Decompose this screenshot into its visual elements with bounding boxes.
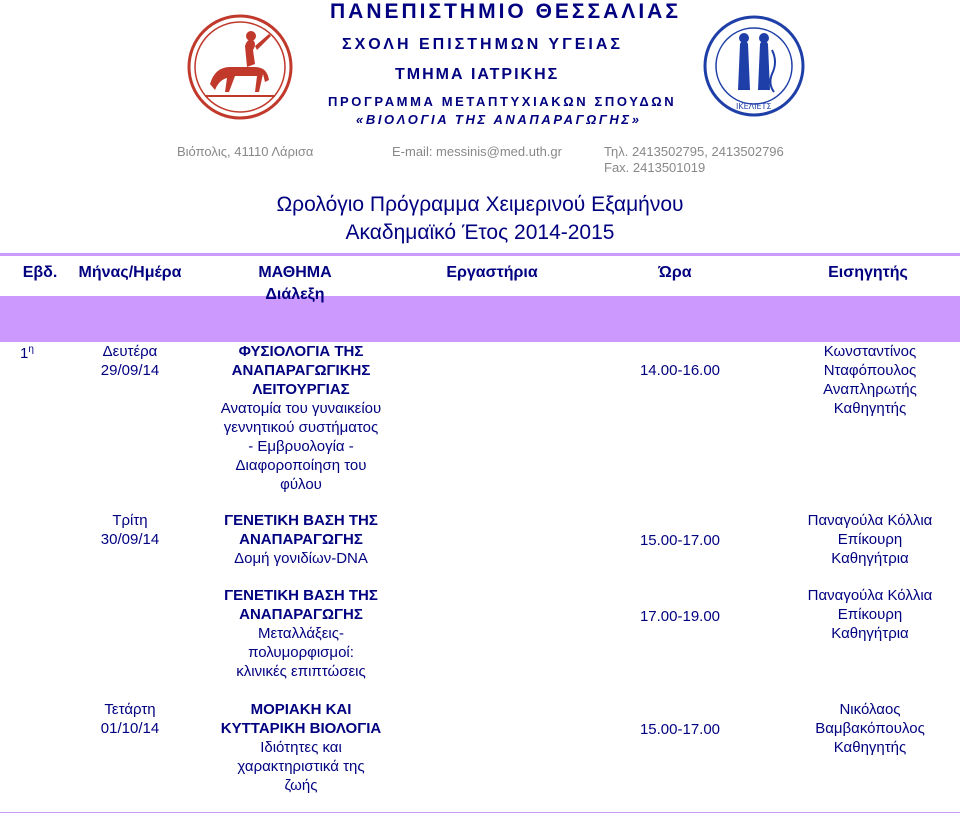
row4-subject-desc-3: ζωής [284,777,318,794]
row4-subject-title-1: ΜΟΡΙΑΚΗ ΚΑΙ [250,701,352,718]
row4-date [60,700,200,738]
program-name: «ΒΙΟΛΟΓΙΑ ΤΗΣ ΑΝΑΠΑΡΑΓΩΓΗΣ» [356,112,642,127]
row4-date-value: 01/10/14 [100,720,160,737]
row2-date-value: 30/09/14 [100,531,160,548]
col-date-header: Μήνας/Ημέρα [78,264,182,281]
row4-day: Τετάρτη [104,701,156,718]
row4-subject-desc-2: χαρακτηριστικά της [237,758,365,775]
col-subject-header [220,262,370,306]
row1-subject-desc-3: - Εμβρυολογία - [248,438,354,455]
university-name: ΠΑΝΕΠΙΣΤΗΜΙΟ ΘΕΣΣΑΛΙΑΣ [330,0,681,23]
row3-subject [195,586,407,681]
row4-subject-desc-1: Ιδιότητες και [260,739,342,756]
row2-subject-desc-1: Δομή γονιδίων-DNA [234,550,368,567]
row3-subject-title-2: ΑΝΑΠΑΡΑΓΩΓΗΣ [239,606,363,623]
row1-lecturer-1: Κωνσταντίνος [823,343,917,360]
header-band-top [0,253,960,256]
row1-week [20,340,60,363]
row2-subject [195,511,407,568]
email-link[interactable]: E-mail: messinis@med.uth.gr [392,144,562,159]
row1-subject-title-2: ΑΝΑΠΑΡΑΓΩΓΙΚΗΣ [231,362,371,379]
row2-subject-title-2: ΑΝΑΠΑΡΑΓΩΓΗΣ [239,531,363,548]
row1-subject-title-1: ΦΥΣΙΟΛΟΓΙΑ ΤΗΣ [238,343,364,360]
row3-subject-desc-3: κλινικές επιπτώσεις [236,663,366,680]
schedule-title: Ωρολόγιο Πρόγραμμα Χειμερινού Εξαμήνου [276,193,684,216]
row2-lecturer-2: Επίκουρη [837,531,903,548]
row1-date-value: 29/09/14 [100,362,160,379]
seal-lettering: ΙΚΕΛΙΕΤΣ [736,102,772,111]
row1-time: 14.00-16.00 [639,362,721,379]
row1-subject-desc-5: φύλου [280,476,322,493]
row1-subject-desc-2: γεννητικού συστήματος [223,419,379,436]
department-name: ΤΜΗΜΑ ΙΑΤΡΙΚΗΣ [395,66,560,83]
school-name: ΣΧΟΛΗ ΕΠΙΣΤΗΜΩΝ ΥΓΕΙΑΣ [342,36,623,53]
row4-lecturer [790,700,950,757]
row3-lecturer-3: Καθηγήτρια [831,625,909,642]
col-lecturer-header: Εισηγητής [828,264,908,281]
row3-time: 17.00-19.00 [639,608,721,625]
row4-time: 15.00-17.00 [639,721,721,738]
row3-lecturer-2: Επίκουρη [837,606,903,623]
row4-lecturer-2: Βαμβακόπουλος [815,720,925,737]
university-seal-logo [185,12,295,122]
row4-subject [195,700,407,795]
row1-day: Δευτέρα [102,343,158,360]
col-week-header: Εβδ. [22,264,58,281]
row1-week-number: 1 [20,345,29,362]
row2-lecturer [790,511,950,568]
row1-lecturer-2: Νταφόπουλος [823,362,917,379]
header-band [0,296,960,342]
row4-lecturer-3: Καθηγητής [833,739,907,756]
medical-school-seal-logo [702,14,806,118]
col-subject-label: ΜΑΘΗΜΑ [258,264,332,281]
program-label: ΠΡΟΓΡΑΜΜΑ ΜΕΤΑΠΤΥΧΙΑΚΩΝ ΣΠΟΥΔΩΝ [328,94,677,109]
row3-subject-title-1: ΓΕΝΕΤΙΚΗ ΒΑΣΗ ΤΗΣ [224,587,378,604]
row3-subject-desc-1: Μεταλλάξεις- [258,625,344,642]
address: Βιόπολις, 41110 Λάρισα [177,144,314,159]
row2-lecturer-1: Παναγούλα Κόλλια [807,512,933,529]
row1-week-sup: η [28,344,34,355]
row1-subject [195,342,407,494]
row3-subject-desc-2: πολυμορφισμοί: [248,644,354,661]
row1-subject-desc-1: Ανατομία του γυναικείου [220,400,382,417]
row1-lecturer [790,342,950,418]
row1-lecturer-3: Αναπληρωτής [823,381,917,398]
phone: Τηλ. 2413502795, 2413502796 [604,144,784,159]
row1-date [60,342,200,380]
row2-date [60,511,200,549]
row2-time: 15.00-17.00 [639,532,721,549]
fax: Fax. 2413501019 [604,160,706,175]
col-labs-header: Εργαστήρια [446,264,538,281]
row4-lecturer-1: Νικόλαος [839,701,901,718]
table-bottom-line [0,812,960,813]
col-time-header: Ώρα [658,264,692,281]
row2-lecturer-3: Καθηγήτρια [831,550,909,567]
col-subject-sublabel: Διάλεξη [265,286,325,303]
row2-subject-title-1: ΓΕΝΕΤΙΚΗ ΒΑΣΗ ΤΗΣ [224,512,378,529]
row1-lecturer-4: Καθηγητής [833,400,907,417]
row3-lecturer [790,586,950,643]
row4-subject-title-2: ΚΥΤΤΑΡΙΚΗ ΒΙΟΛΟΓΙΑ [220,720,382,737]
row2-day: Τρίτη [112,512,148,529]
row1-subject-desc-4: Διαφοροποίηση του [235,457,367,474]
academic-year: Ακαδημαϊκό Έτος 2014-2015 [345,221,615,244]
row3-lecturer-1: Παναγούλα Κόλλια [807,587,933,604]
row1-subject-title-3: ΛΕΙΤΟΥΡΓΙΑΣ [252,381,350,398]
